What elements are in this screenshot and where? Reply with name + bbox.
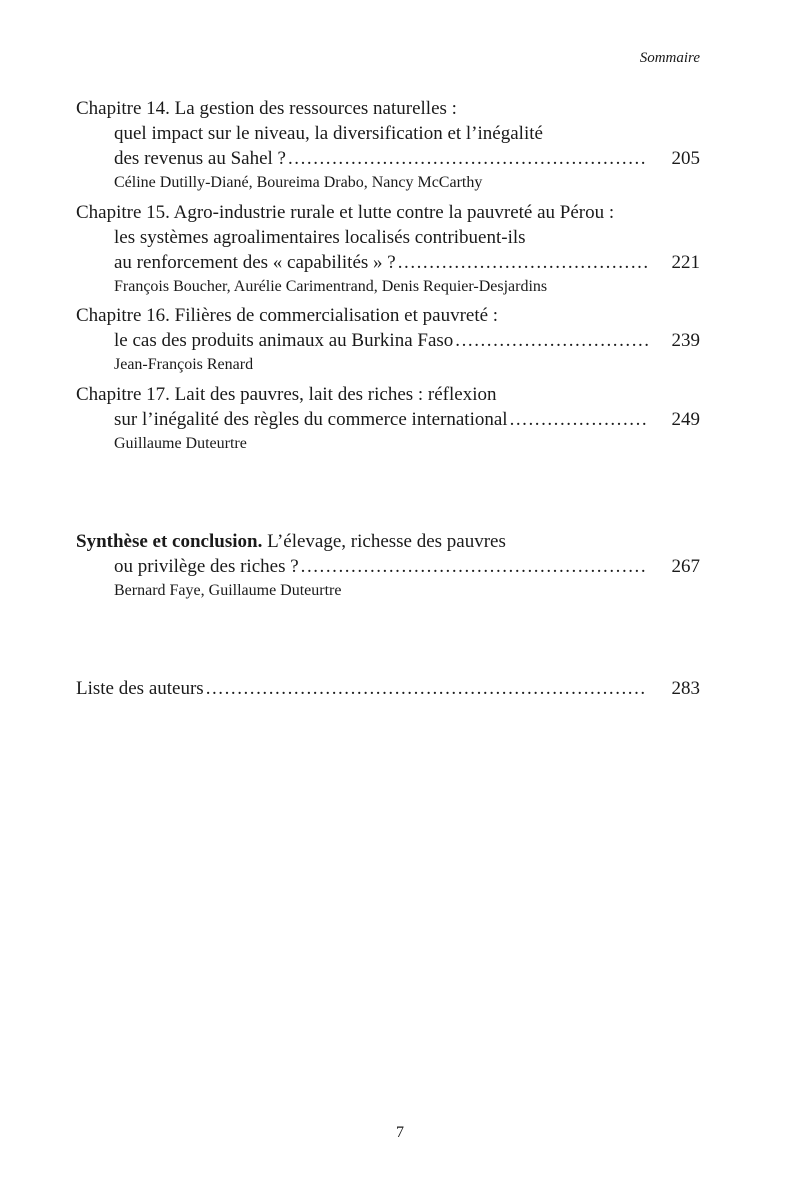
synthese-title-rest: L’élevage, richesse des pauvres <box>262 531 506 552</box>
entry-title-line: quel impact sur le niveau, la diversification et l’inégalité <box>114 123 543 144</box>
toc-entry-ch16[interactable] <box>76 303 700 377</box>
entry-title-line: Chapitre 17. Lait des pauvres, lait des riches : réflexion <box>76 384 497 405</box>
entry-title-last-line <box>76 676 700 701</box>
toc-entry-ch15[interactable] <box>76 200 700 299</box>
entry-title-line: le cas des produits animaux au Burkina Faso <box>114 330 454 351</box>
entry-title-line <box>76 529 700 554</box>
entry-title-last-line <box>76 407 700 432</box>
running-head: Sommaire <box>639 50 700 66</box>
entry-title-line: ou privilège des riches ? <box>114 556 299 577</box>
page-number: 205 <box>671 148 700 169</box>
entry-authors: François Boucher, Aurélie Carimentrand, Denis Requier-Desjardins <box>114 278 548 295</box>
entry-title-line: Chapitre 16. Filières de commercialisation et pauvreté : <box>76 305 499 326</box>
entry-authors: Guillaume Duteurtre <box>114 435 247 452</box>
synthese-bold-label: Synthèse et conclusion. <box>76 531 263 552</box>
entry-title-line: les systèmes agroalimentaires localisés contribuent-ils <box>114 227 526 248</box>
entry-title-last-line <box>76 328 700 353</box>
entry-title-last-line <box>76 554 700 579</box>
dot-leader <box>206 676 648 701</box>
entry-title-line: des revenus au Sahel ? <box>114 148 286 169</box>
entry-title-line: Chapitre 15. Agro-industrie rurale et lutte contre la pauvreté au Pérou : <box>76 202 615 223</box>
page-number: 249 <box>671 409 700 430</box>
entry-title-last-line <box>76 146 700 171</box>
dot-leader <box>510 407 648 432</box>
entry-title-line: au renforcement des « capabilités » ? <box>114 252 396 273</box>
page-number: 283 <box>671 678 700 699</box>
entry-title-line: Chapitre 14. La gestion des ressources naturelles : <box>76 98 457 119</box>
page-number: 239 <box>671 330 700 351</box>
dot-leader <box>455 328 648 353</box>
page-number: 221 <box>671 252 700 273</box>
dot-leader <box>301 554 648 579</box>
toc-entry-liste-auteurs[interactable] <box>76 676 700 701</box>
toc-entry-synthese[interactable] <box>76 529 700 603</box>
entry-authors: Bernard Faye, Guillaume Duteurtre <box>114 582 342 599</box>
entry-authors: Jean-François Renard <box>114 356 254 373</box>
toc-entry-ch14[interactable] <box>76 96 700 195</box>
entry-title-last-line <box>76 250 700 275</box>
entry-title-line: Liste des auteurs <box>76 678 204 699</box>
toc-entry-ch17[interactable] <box>76 382 700 456</box>
page-folio: 7 <box>396 1124 404 1141</box>
page-number: 267 <box>671 556 700 577</box>
dot-leader <box>398 250 648 275</box>
entry-authors: Céline Dutilly-Diané, Boureima Drabo, Nancy McCarthy <box>114 174 483 191</box>
entry-title-line: sur l’inégalité des règles du commerce international <box>114 409 508 430</box>
dot-leader <box>288 146 648 171</box>
